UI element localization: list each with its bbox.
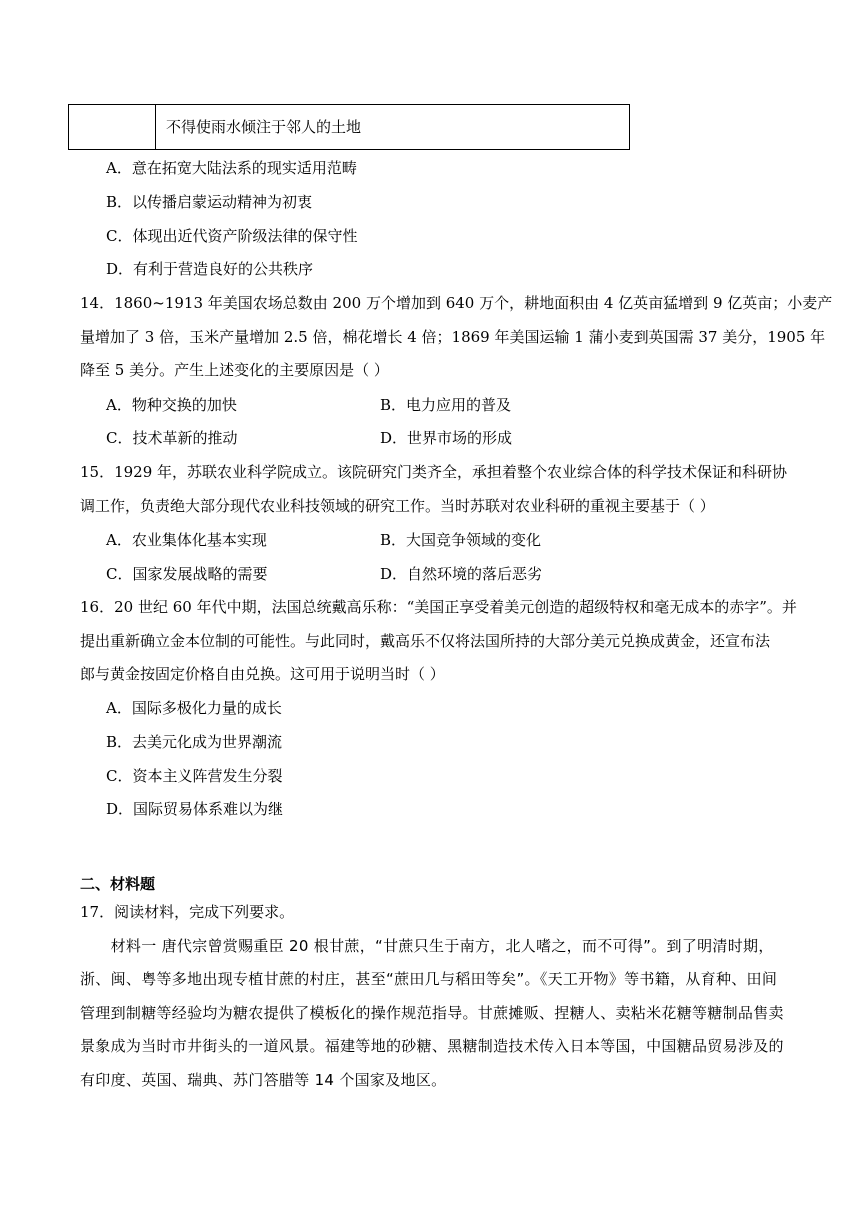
law-table-fragment	[68, 104, 630, 150]
table-text-cell: 不得使雨水倾注于邻人的土地	[166, 118, 362, 136]
q13-option-b: B．以传播启蒙运动精神为初衷	[106, 193, 313, 211]
q17-material-line-1: 材料一 唐代宗曾赏赐重臣 20 根甘蔗，“甘蔗只生于南方，北人嗜之，而不可得”。到了明清时期，	[80, 937, 774, 955]
q15-option-b: B．大国竞争领域的变化	[380, 531, 542, 549]
q16-stem-line-2: 提出重新确立金本位制的可能性。与此同时，戴高乐不仅将法国所持的大部分美元兑换成黄金，还宣布法	[80, 632, 771, 650]
q16-stem-line-1: 16．20 世纪 60 年代中期，法国总统戴高乐称：“美国正享受着美元创造的超级特权和毫无成本的赤字”。并	[80, 598, 797, 616]
q14-stem-line-3: 降至 5 美分。产生上述变化的主要原因是（ ）	[80, 361, 389, 379]
q17-material-line-2: 浙、闽、粤等多地出现专植甘蔗的村庄，甚至“蔗田几与稻田等矣”。《天工开物》等书籍，从育种、田间	[80, 970, 778, 988]
q15-option-c: C．国家发展战略的需要	[106, 565, 268, 583]
section-title: 二、材料题	[80, 875, 156, 893]
q17-material-line-4: 景象成为当时市井街头的一道风景。福建等地的砂糖、黑糖制造技术传入日本等国，中国糖品贸易涉及的	[80, 1037, 784, 1055]
q16-option-b: B．去美元化成为世界潮流	[106, 733, 283, 751]
q17-material-line-5: 有印度、英国、瑞典、苏门答腊等 14 个国家及地区。	[80, 1071, 447, 1089]
q14-stem-line-1: 14．1860~1913 年美国农场总数由 200 万个增加到 640 万个，耕地面积由 4 亿英亩猛增到 9 亿英亩；小麦产	[80, 294, 833, 312]
q16-stem-line-3: 郎与黄金按固定价格自由兑换。这可用于说明当时（ ）	[80, 665, 445, 683]
q14-option-b: B．电力应用的普及	[380, 396, 512, 414]
q13-option-c: C．体现出近代资产阶级法律的保守性	[106, 227, 358, 245]
q16-option-a: A．国际多极化力量的成长	[106, 699, 282, 717]
q13-option-a: A．意在拓宽大陆法系的现实适用范畴	[106, 159, 357, 177]
q15-option-a: A．农业集体化基本实现	[106, 531, 267, 549]
q15-stem-line-1: 15．1929 年，苏联农业科学院成立。该院研究门类齐全，承担着整个农业综合体的科学技术保证和科研协	[80, 463, 788, 481]
q14-option-c: C．技术革新的推动	[106, 429, 238, 447]
q15-option-d: D．自然环境的落后恶劣	[380, 565, 543, 583]
q17-material-line-3: 管理到制糖等经验均为糖农提供了模板化的操作规范指导。甘蔗摊贩、捏糖人、卖粘米花糖等糖制品售卖	[80, 1004, 784, 1022]
table-empty-cell	[69, 105, 156, 149]
q14-option-d: D．世界市场的形成	[380, 429, 513, 447]
q13-option-d: D．有利于营造良好的公共秩序	[106, 260, 314, 278]
q14-option-a: A．物种交换的加快	[106, 396, 237, 414]
q15-stem-line-2: 调工作，负责绝大部分现代农业科技领域的研究工作。当时苏联对农业科研的重视主要基于（ ）	[80, 497, 715, 515]
q14-stem-line-2: 量增加了 3 倍，玉米产量增加 2.5 倍，棉花增长 4 倍；1869 年美国运输 1 蒲小麦到英国需 37 美分，1905 年	[80, 328, 826, 346]
q16-option-c: C．资本主义阵营发生分裂	[106, 767, 283, 785]
q17-stem: 17．阅读材料，完成下列要求。	[80, 903, 295, 921]
q16-option-d: D．国际贸易体系难以为继	[106, 800, 284, 818]
